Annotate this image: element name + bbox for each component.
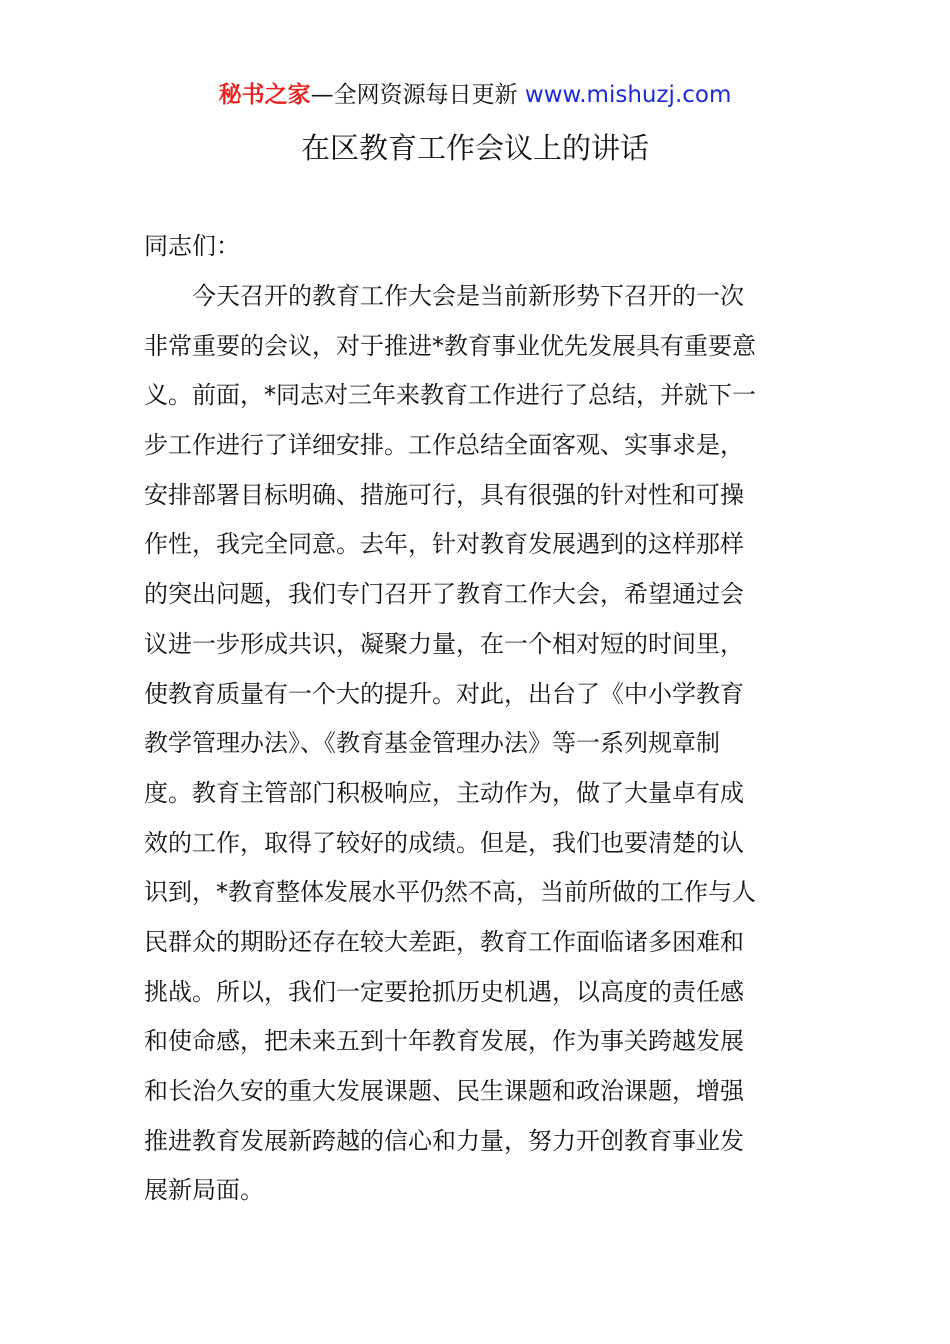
body-line: 挑战。所以，我们一定要抢抓历史机遇，以高度的责任感 <box>144 977 744 1006</box>
document-title: 在区教育工作会议上的讲话 <box>300 131 649 165</box>
greeting: 同志们： <box>144 232 240 260</box>
site-url-link[interactable]: www.mishuzj.com <box>524 82 732 108</box>
body-line: 展新局面。 <box>144 1176 264 1205</box>
body-line: 度。教育主管部门积极响应，主动作为，做了大量卓有成 <box>144 778 744 807</box>
body-line: 安排部署目标明确、措施可行，具有很强的针对性和可操 <box>144 480 744 509</box>
body-line: 的突出问题，我们专门召开了教育工作大会，希望通过会 <box>144 580 744 609</box>
body-line: 识到，*教育整体发展水平仍然不高，当前所做的工作与人 <box>144 878 756 907</box>
brand-name: 秘书之家 <box>218 82 311 108</box>
body-paragraph <box>144 272 814 1216</box>
body-line: 非常重要的会议，对于推进*教育事业优先发展具有重要意 <box>144 331 756 360</box>
body-line: 效的工作，取得了较好的成绩。但是，我们也要清楚的认 <box>144 828 744 857</box>
body-line: 今天召开的教育工作大会是当前新形势下召开的一次 <box>144 282 744 310</box>
site-header <box>0 78 950 112</box>
body-line: 作性，我完全同意。去年，针对教育发展遇到的这样那样 <box>144 530 744 559</box>
body-line: 和长治久安的重大发展课题、民生课题和政治课题，增强 <box>144 1077 744 1105</box>
body-line: 推进教育发展新跨越的信心和力量，努力开创教育事业发 <box>144 1126 744 1155</box>
body-line: 教学管理办法》、《教育基金管理办法》等一系列规章制 <box>144 729 720 758</box>
body-line: 和使命感，把未来五到十年教育发展，作为事关跨越发展 <box>144 1027 744 1056</box>
body-line: 使教育质量有一个大的提升。对此，出台了《中小学教育 <box>144 679 744 708</box>
body-line: 议进一步形成共识，凝聚力量，在一个相对短的时间里， <box>144 629 744 658</box>
header-tagline: —全网资源每日更新 <box>310 82 525 108</box>
body-line: 义。前面，*同志对三年来教育工作进行了总结，并就下一 <box>144 381 756 410</box>
body-line: 民群众的期盼还存在较大差距，教育工作面临诸多困难和 <box>144 927 744 956</box>
body-line: 步工作进行了详细安排。工作总结全面客观、实事求是， <box>144 431 744 460</box>
